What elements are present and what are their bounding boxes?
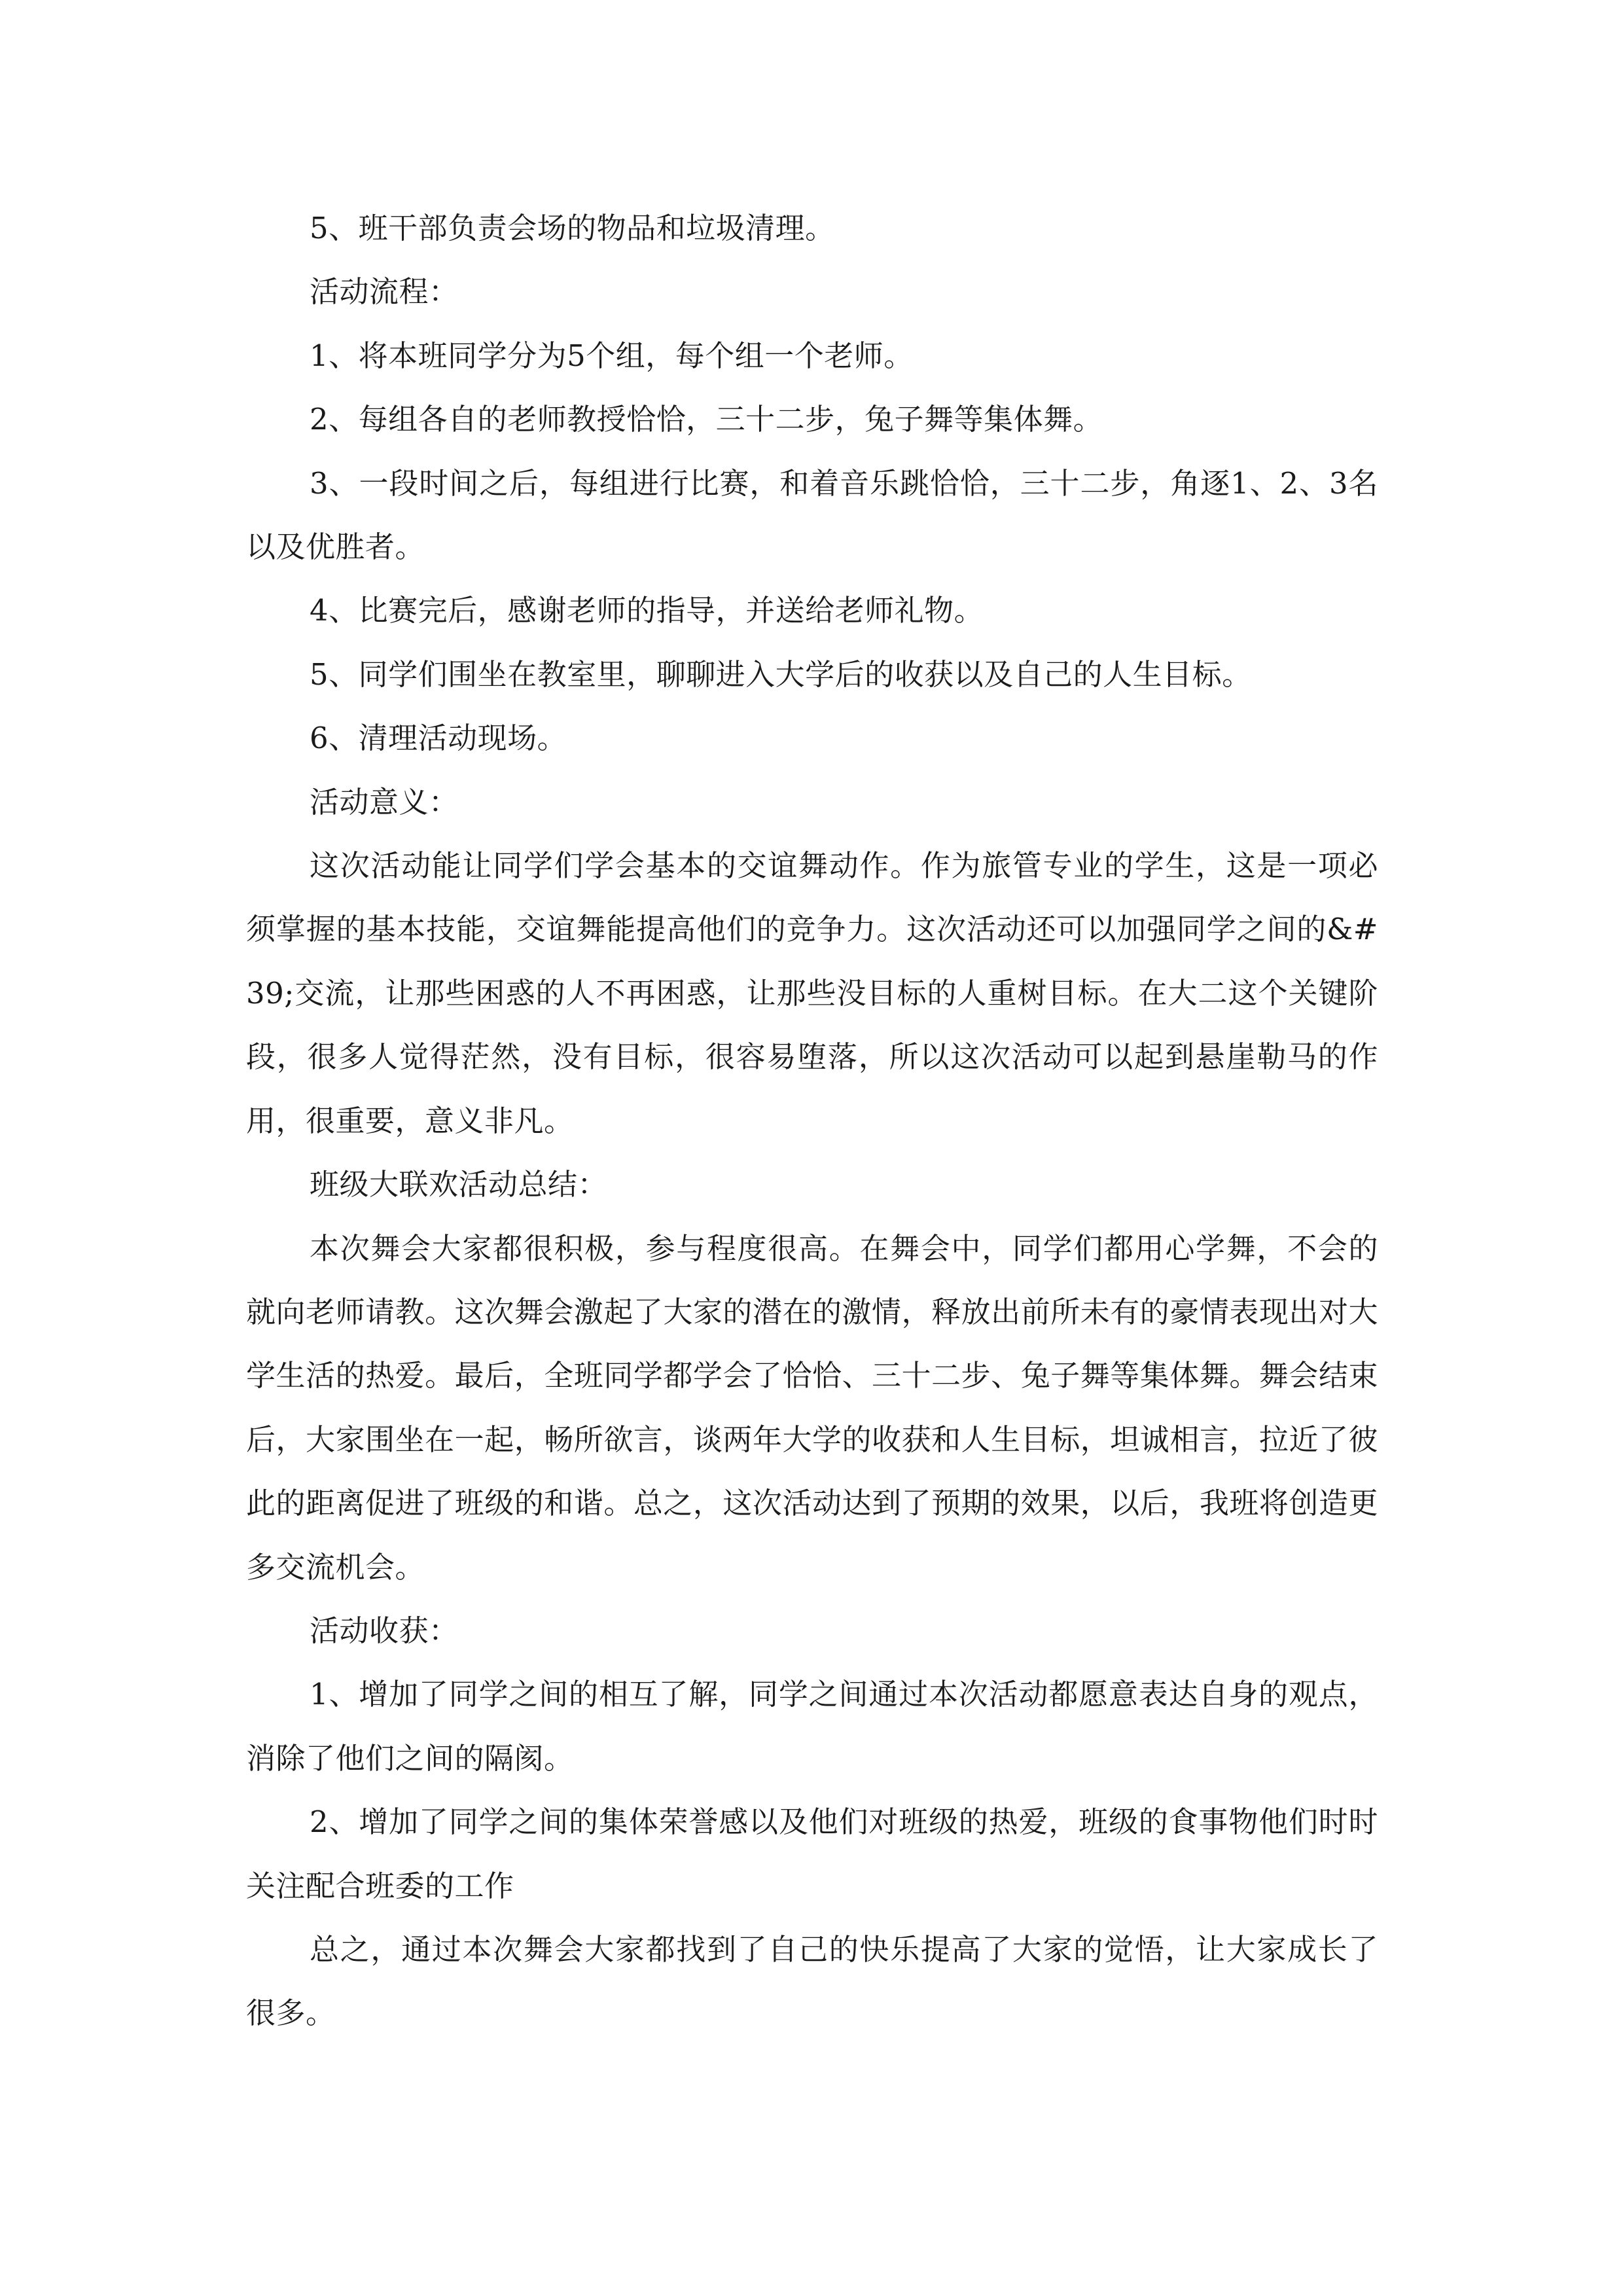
- paragraph-conclusion: 总之，通过本次舞会大家都找到了自己的快乐提高了大家的觉悟，让大家成长了很多。: [246, 1931, 1378, 2031]
- paragraph-cleanup-duty: 5、班干部负责会场的物品和垃圾清理。: [310, 211, 835, 245]
- heading-activity-process: 活动流程：: [310, 274, 459, 310]
- gain-item-1: 1、增加了同学之间的相互了解，同学之间通过本次活动都愿意表达自身的观点，消除了他们之间的隔阂。: [246, 1677, 1378, 1776]
- paragraph-activity-meaning: 这次活动能让同学们学会基本的交谊舞动作。作为旅管专业的学生，这是一项必须掌握的基本技能，交谊舞能提高他们的竞争力。这次活动还可以加强同学之间的&#39;交流，让那些困惑的人不再困惑，让那些没目标的人重树目标。在大二这个关键阶段，很多人觉得茫然，没有目标，很容易堕落，所以这次活动可以起到悬崖勒马的作用，很重要，意义非凡。: [246, 848, 1378, 1138]
- document-body: [246, 196, 1378, 2045]
- paragraph-party-summary: 本次舞会大家都很积极，参与程度很高。在舞会中，同学们都用心学舞，不会的就向老师请教。这次舞会激起了大家的潜在的激情，释放出前所未有的豪情表现出对大学生活的热爱。最后，全班同学都学会了恰恰、三十二步、兔子舞等集体舞。舞会结束后，大家围坐在一起，畅所欲言，谈两年大学的收获和人生目标，坦诚相言，拉近了彼此的距离促进了班级的和谐。总之，这次活动达到了预期的效果，以后，我班将创造更多交流机会。: [246, 1230, 1378, 1585]
- heading-activity-gains: 活动收获：: [310, 1613, 459, 1648]
- process-step-1: 1、将本班同学分为5个组，每个组一个老师。: [310, 338, 914, 373]
- heading-party-summary: 班级大联欢活动总结：: [310, 1167, 608, 1202]
- process-step-3: 3、一段时间之后，每组进行比赛，和着音乐跳恰恰，三十二步，角逐1、2、3名以及优胜者。: [246, 465, 1378, 565]
- process-step-5: 5、同学们围坐在教室里，聊聊进入大学后的收获以及自己的人生目标。: [310, 656, 1252, 692]
- gain-item-2: 2、增加了同学之间的集体荣誉感以及他们对班级的热爱，班级的食事物他们时时关注配合班委的工作: [246, 1804, 1378, 1903]
- process-step-4: 4、比赛完后，感谢老师的指导，并送给老师礼物。: [310, 593, 984, 628]
- process-step-6: 6、清理活动现场。: [310, 721, 567, 756]
- process-step-2: 2、每组各自的老师教授恰恰，三十二步，兔子舞等集体舞。: [310, 402, 1103, 437]
- heading-activity-meaning: 活动意义：: [310, 784, 459, 819]
